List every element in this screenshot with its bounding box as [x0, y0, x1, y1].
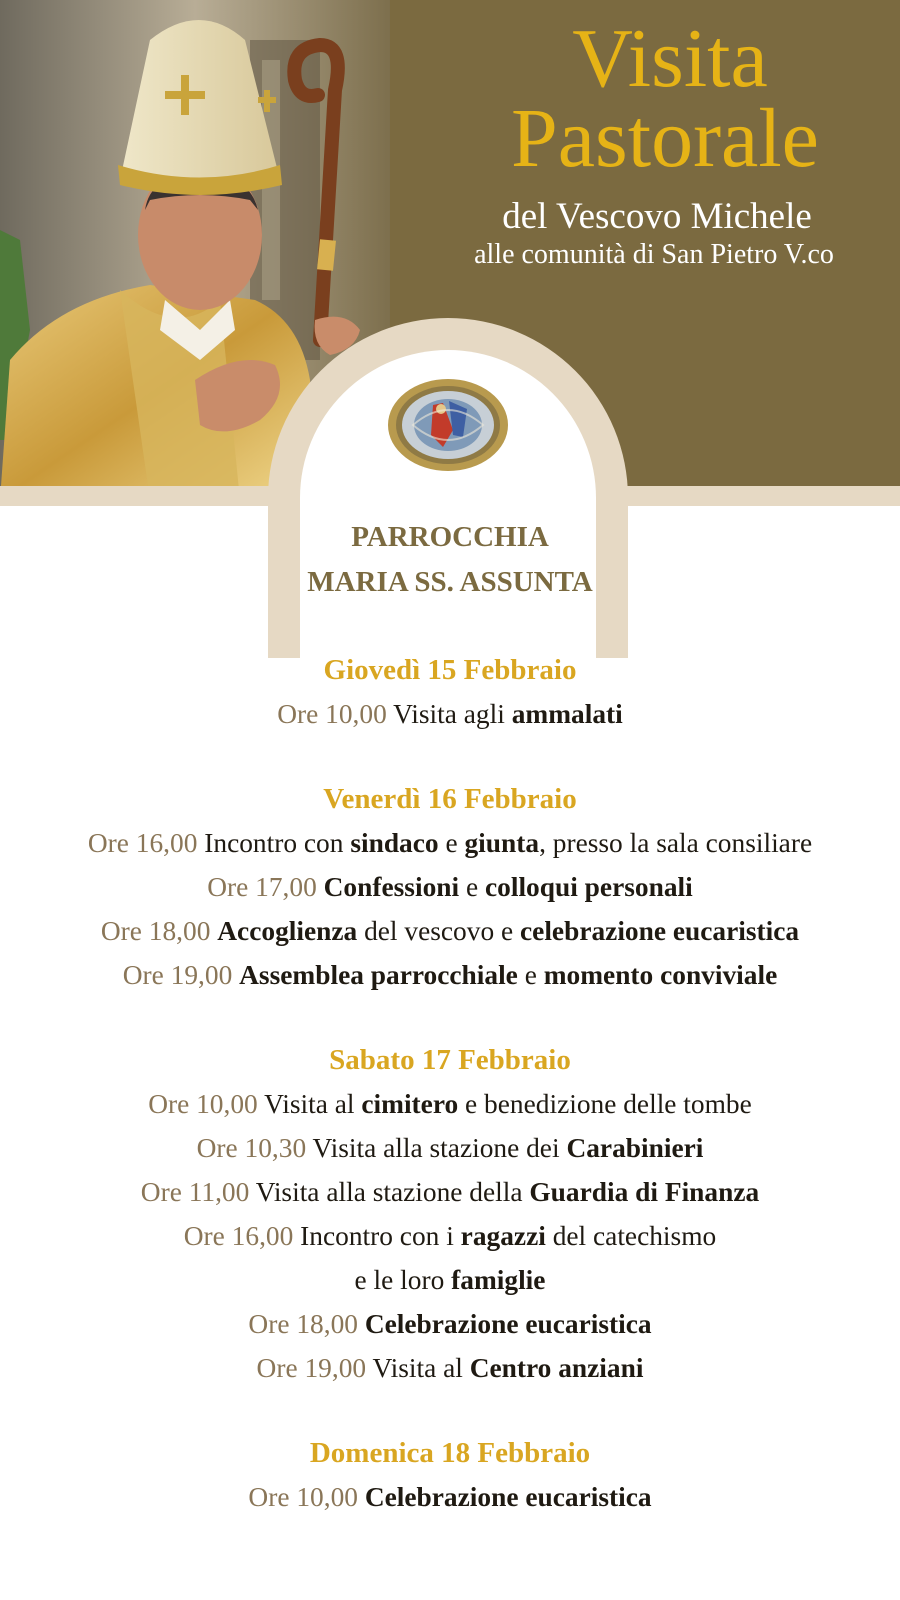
event-time: Ore 19,00: [122, 960, 233, 990]
schedule-item: [0, 1475, 900, 1519]
event-time: Ore 18,00: [248, 1309, 358, 1339]
event-text: Incontro con i: [300, 1221, 461, 1251]
event-text: e: [459, 872, 485, 902]
event-text: e benedizione delle tombe: [458, 1089, 752, 1119]
event-text: e: [438, 828, 465, 858]
event-text: Visita al: [264, 1089, 362, 1119]
event-time: Ore 10,00: [248, 1482, 358, 1512]
event-time: Ore 10,00: [148, 1089, 258, 1119]
event-text: Visita alla stazione della: [255, 1177, 530, 1207]
parish-line-2: MARIA SS. ASSUNTA: [307, 566, 593, 598]
title-block: [400, 12, 900, 272]
day-heading: Domenica 18 Febbraio: [309, 1437, 591, 1469]
event-highlight: celebrazione eucaristica: [520, 916, 800, 946]
day-heading: Venerdì 16 Febbraio: [323, 783, 577, 815]
event-highlight: sindaco: [350, 828, 439, 858]
parish-line-1: PARROCCHIA: [351, 521, 549, 553]
event-text: Incontro con: [204, 828, 351, 858]
event-highlight: Guardia di Finanza: [529, 1177, 760, 1207]
day-heading: Sabato 17 Febbraio: [329, 1044, 571, 1076]
event-highlight: Assemblea parrocchiale: [239, 960, 518, 990]
event-highlight: Centro anziani: [469, 1353, 644, 1383]
stained-glass-emblem-icon: [383, 375, 513, 475]
event-time: Ore 16,00: [183, 1221, 294, 1251]
event-text: Visita agli: [393, 699, 512, 729]
event-text: , presso la sala consiliare: [539, 828, 813, 858]
schedule-days: [0, 648, 900, 1519]
event-time: Ore 17,00: [207, 872, 317, 902]
event-highlight: ammalati: [511, 699, 623, 729]
event-time: Ore 16,00: [87, 828, 198, 858]
schedule-item: [0, 953, 900, 997]
schedule-item: [0, 865, 900, 909]
schedule-item: [0, 1346, 900, 1390]
event-time: Ore 19,00: [256, 1353, 367, 1383]
schedule-item: [0, 821, 900, 865]
event-highlight: ragazzi: [460, 1221, 546, 1251]
event-highlight: cimitero: [361, 1089, 459, 1119]
schedule-item: [0, 1258, 900, 1302]
schedule-item: [0, 1302, 900, 1346]
event-highlight: Accoglienza: [217, 916, 358, 946]
schedule-item: [0, 692, 900, 736]
event-highlight: Celebrazione eucaristica: [364, 1482, 652, 1512]
title-line-2: Pastorale: [511, 92, 819, 185]
day-heading: Giovedì 15 Febbraio: [323, 654, 577, 686]
event-highlight: giunta: [464, 828, 540, 858]
event-highlight: Confessioni: [323, 872, 460, 902]
schedule-item: [0, 1082, 900, 1126]
event-time: Ore 10,30: [196, 1133, 307, 1163]
subtitle-line-1: del Vescovo Michele: [502, 196, 812, 237]
event-time: Ore 11,00: [140, 1177, 250, 1207]
event-highlight: Celebrazione eucaristica: [364, 1309, 652, 1339]
event-highlight: famiglie: [451, 1265, 546, 1295]
schedule-item: [0, 1214, 900, 1258]
event-text: del catechismo: [545, 1221, 717, 1251]
schedule-content: [0, 515, 900, 1519]
event-time: Ore 10,00: [277, 699, 387, 729]
schedule-item: [0, 1170, 900, 1214]
event-text: Visita al: [372, 1353, 470, 1383]
event-highlight: momento conviviale: [543, 960, 778, 990]
schedule-item: [0, 909, 900, 953]
subtitle-line-2: alle comunità di San Pietro V.co: [474, 239, 834, 270]
event-text: del vescovo e: [357, 916, 520, 946]
event-text: e: [517, 960, 544, 990]
schedule-item: [0, 1126, 900, 1170]
event-text: Visita alla stazione dei: [312, 1133, 567, 1163]
title-line-1: Visita: [572, 12, 768, 105]
event-highlight: colloqui personali: [484, 872, 693, 902]
event-time: Ore 18,00: [100, 916, 211, 946]
event-highlight: Carabinieri: [566, 1133, 704, 1163]
event-text: e le loro: [354, 1265, 452, 1295]
